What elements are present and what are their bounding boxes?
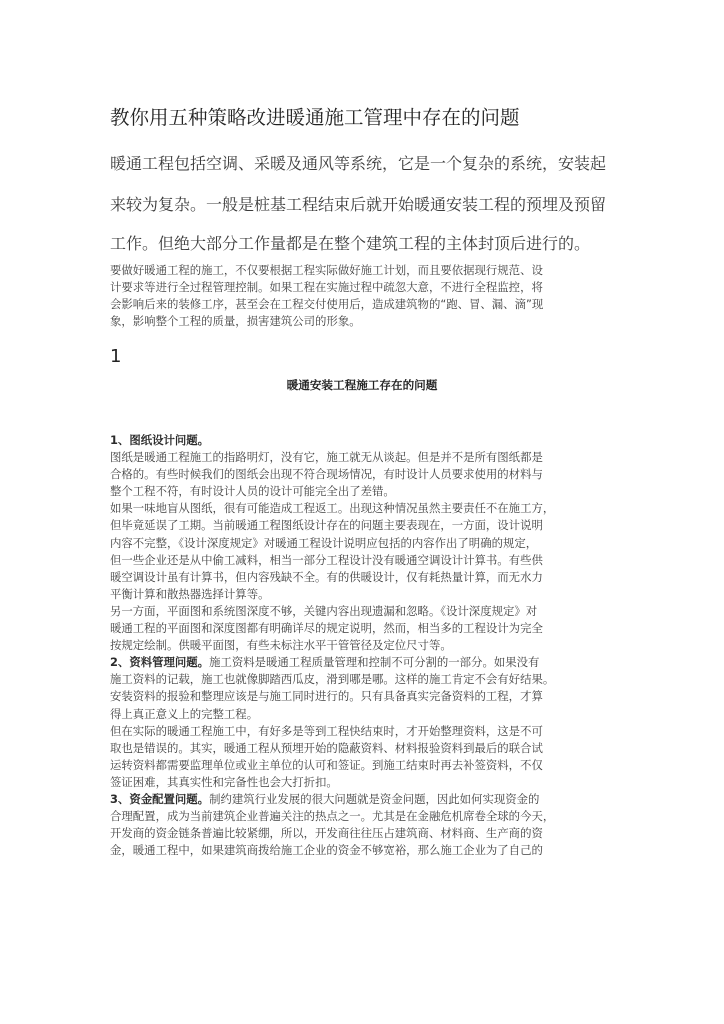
text-line: 另一方面，平面图和系统图深度不够，关键内容出现遗漏和忽略。《设计深度规定》对 bbox=[110, 603, 538, 618]
page-title: 教你用五种策略改进暖通施工管理中存在的问题 bbox=[110, 106, 520, 129]
text-line: 会影响后来的装修工序，甚至会在工程交付使用后，造成建筑物的“跑、冒、漏、滴”现 bbox=[110, 297, 544, 312]
text-line: 运转资料都需要监理单位或业主单位的认可和签证。到施工结束时再去补签资料，不仅 bbox=[110, 757, 543, 772]
text-line: 得上真正意义上的完整工程。 bbox=[110, 706, 259, 721]
item2-first-line bbox=[110, 654, 620, 671]
text-line: 但在实际的暖通工程施工中，有好多是等到工程快结束时，才开始整理资料，这是不可 bbox=[110, 723, 543, 738]
text-line: 按规定绘制。供暖平面图，有些未标注水平干管管径及定位尺寸等。 bbox=[110, 638, 452, 653]
item1-heading: 1、图纸设计问题。 bbox=[110, 433, 210, 447]
text-line: 整个工程不符，有时设计人员的设计可能完全出了差错。 bbox=[110, 484, 395, 499]
lead-line: 暖通工程包括空调、采暖及通风等系统，它是一个复杂的系统，安装起 bbox=[110, 154, 607, 173]
text-line: 但一些企业还是从中偷工减料，相当一部分工程设计没有暖通空调设计计算书。有些供 bbox=[110, 552, 543, 567]
text-line: 但毕竟延误了工期。当前暖通工程图纸设计存在的问题主要表现在，一方面，设计说明 bbox=[110, 518, 543, 533]
item3-first-text: 制约建筑行业发展的很大问题就是资金问题，因此如何实现资金的 bbox=[209, 791, 540, 806]
text-line: 图纸是暖通工程施工的指路明灯，没有它，施工就无从谈起。但是并不是所有图纸都是 bbox=[110, 450, 543, 465]
text-line: 合格的。有些时候我们的图纸会出现不符合现场情况，有时设计人员要求使用的材料与 bbox=[110, 467, 543, 482]
section-number: 1 bbox=[110, 346, 122, 367]
text-line: 内容不完整，《设计深度规定》对暖通工程设计说明应包括的内容作出了明确的规定， bbox=[110, 535, 538, 550]
text-line: 计要求等进行全过程管理控制。如果工程在实施过程中疏忽大意，不进行全程监控，将 bbox=[110, 280, 543, 295]
text-line: 金，暖通工程中，如果建筑商拨给施工企业的资金不够宽裕，那么施工企业为了自己的 bbox=[110, 843, 543, 858]
item3-first-line bbox=[110, 791, 620, 808]
section-title: 暖通安装工程施工存在的问题 bbox=[286, 378, 438, 392]
text-line: 象，影响整个工程的质量，损害建筑公司的形象。 bbox=[110, 314, 361, 329]
text-line: 安装资料的报验和整理应该是与施工同时进行的。只有具备真实完备资料的工程，才算 bbox=[110, 689, 543, 704]
intro-paragraph bbox=[110, 262, 620, 330]
text-line: 暖空调设计虽有计算书，但内容残缺不全。有的供暖设计，仅有耗热量计算，而无水力 bbox=[110, 569, 543, 584]
lead-line: 工作。但绝大部分工作量都是在整个建筑工程的主体封顶后进行的。 bbox=[110, 234, 591, 253]
section-body bbox=[110, 432, 620, 859]
item3-heading: 3、资金配置问题。 bbox=[110, 791, 210, 806]
text-line: 施工资料的记载，施工也就像脚踏西瓜皮，滑到哪是哪。这样的施工肯定不会有好结果。 bbox=[110, 672, 555, 687]
item2-heading: 2、资料管理问题。 bbox=[110, 655, 210, 670]
lead-line: 来较为复杂。一般是桩基工程结束后就开始暖通安装工程的预埋及预留 bbox=[110, 195, 607, 214]
text-line: 取也是错误的。其实，暖通工程从预埋开始的隐蔽资料、材料报验资料到最后的联合试 bbox=[110, 740, 543, 755]
text-line: 合理配置，成为当前建筑企业普遍关注的热点之一。尤其是在金融危机席卷全球的今天， bbox=[110, 809, 555, 824]
item2-first-text: 施工资料是暖通工程质量管理和控制不可分割的一部分。如果没有 bbox=[209, 655, 540, 670]
text-line: 签证困难，其真实性和完备性也会大打折扣。 bbox=[110, 774, 338, 789]
text-line: 暖通工程的平面图和深度图都有明确详尽的规定说明，然而，相当多的工程设计为完全 bbox=[110, 621, 543, 636]
text-line: 如果一味地盲从图纸，很有可能造成工程返工。出现这种情况虽然主要责任不在施工方， bbox=[110, 501, 555, 516]
text-line: 要做好暖通工程的施工，不仅要根据工程实际做好施工计划，而且要依据现行规范、设 bbox=[110, 263, 543, 277]
text-line: 平衡计算和散热器选择计算等。 bbox=[110, 586, 270, 601]
text-line: 开发商的资金链条普遍比较紧绷，所以，开发商往往压占建筑商、材料商、生产商的资 bbox=[110, 826, 543, 841]
